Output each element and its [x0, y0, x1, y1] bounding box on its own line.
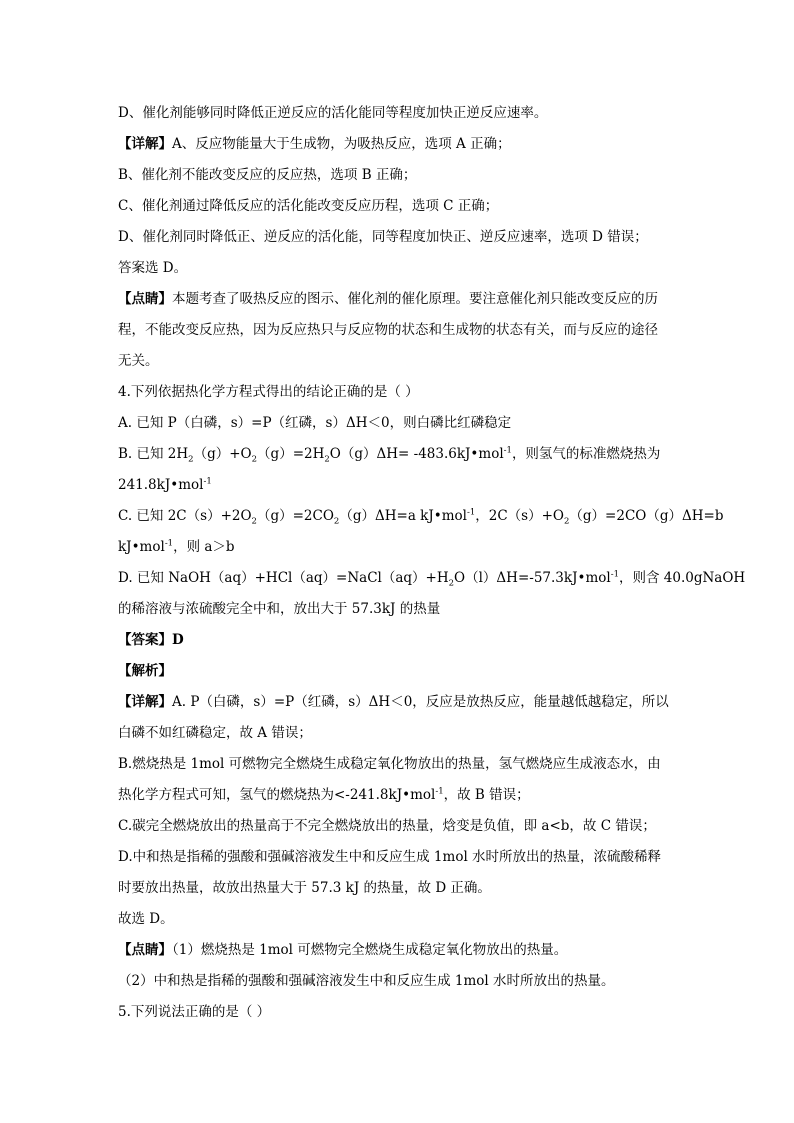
section-tag: 【详解】: [118, 694, 172, 710]
section-tag: 【点睛】: [118, 291, 172, 307]
text-line: 故选 D。: [118, 911, 174, 927]
text-line: C、催化剂通过降低反应的活化能改变反应历程，选项 C 正确；: [118, 198, 499, 214]
option-d-cont: 的稀溶液与浓硫酸完全中和，放出大于 57.3kJ 的热量: [118, 601, 441, 617]
text-line: 热化学方程式可知，氢气的燃烧热为<-241.8kJ•mol$^{-1}$，故 B 错误；: [118, 786, 530, 803]
question-title: 5.下列说法正确的是（ ）: [118, 1004, 271, 1020]
text-line: 答案选 D。: [118, 260, 188, 276]
text-line: 【详解】A、反应物能量大于生成物，为吸热反应，选项 A 正确；: [118, 136, 511, 152]
text-line: 【点睛】本题考查了吸热反应的图示、催化剂的催化原理。要注意催化剂只能改变反应的历: [118, 291, 658, 307]
text-line: 时要放出热量，故放出热量大于 57.3 kJ 的热量，故 D 正确。: [118, 880, 491, 896]
text-line: （2）中和热是指稀的强酸和强碱溶液发生中和反应生成 1mol 水时所放出的热量。: [118, 973, 615, 989]
answer-line: 【答案】D: [118, 632, 184, 648]
text-line: 【详解】A. P（白磷，s）=P（红磷，s）ΔH＜0，反应是放热反应，能量越低越稳定，所以: [118, 694, 669, 710]
section-tag: 【详解】: [118, 136, 172, 152]
text-line: D、催化剂同时降低正、逆反应的活化能，同等程度加快正、逆反应速率，选项 D 错误；: [118, 229, 648, 245]
text-line: 无关。: [118, 353, 159, 369]
option-d: D. 已知 $NaOH(aq)+HCl(aq)=NaCl(aq)+H_2O(l)\Delta H=-57.3kJ•mol^{-1}$，则含 40.0gNaOH: [118, 569, 746, 589]
question-title: 4.下列依据热化学方程式得出的结论正确的是（ ）: [118, 384, 419, 400]
analysis-heading: 【解析】: [118, 663, 172, 679]
section-tag: 【点睛】: [118, 942, 172, 958]
option-b: B. 已知 $2H_2(g)+O_2(g)=2H_2O(g)\Delta H=$ -483.6kJ•mol$^{-1}$，则氢气的标准燃烧热为: [118, 445, 661, 465]
option-c-cont: kJ•mol$^{-1}$，则 a＞b: [118, 538, 235, 555]
text-line: 【点睛】（1）燃烧热是 1mol 可燃物完全燃烧生成稳定氧化物放出的热量。: [118, 942, 568, 958]
option-a: A. 已知 P（白磷，s）=P（红磷，s）ΔH＜0，则白磷比红磷稳定: [118, 415, 512, 431]
text-line: D.中和热是指稀的强酸和强碱溶液发生中和反应生成 1mol 水时所放出的热量，浓硫酸稀释: [118, 849, 662, 865]
text-line: B、催化剂不能改变反应的反应热，选项 B 正确；: [118, 167, 417, 183]
text-line: B.燃烧热是 1mol 可燃物完全燃烧生成稳定氧化物放出的热量，氢气燃烧应生成液态水，由: [118, 756, 661, 772]
text-line: 白磷不如红磷稳定，故 A 错误；: [118, 725, 312, 741]
option-b-cont: 241.8kJ•mol$^{-1}$: [118, 476, 212, 493]
text-line: C.碳完全燃烧放出的热量高于不完全燃烧放出的热量，焓变是负值，即 a<b，故 C 错误；: [118, 818, 656, 834]
option-c: C. 已知 $2C(s)+2O_2(g)=2CO_2(g)\Delta H=a$ kJ•mol$^{-1}$，$2C(s)+O_2(g)=2CO(g)\Delta H=b$: [118, 507, 724, 527]
text-line: 程，不能改变反应热，因为反应热只与反应物的状态和生成物的状态有关，而与反应的途径: [118, 322, 658, 338]
text-line: D、催化剂能够同时降低正逆反应的活化能同等程度加快正逆反应速率。: [118, 105, 548, 121]
